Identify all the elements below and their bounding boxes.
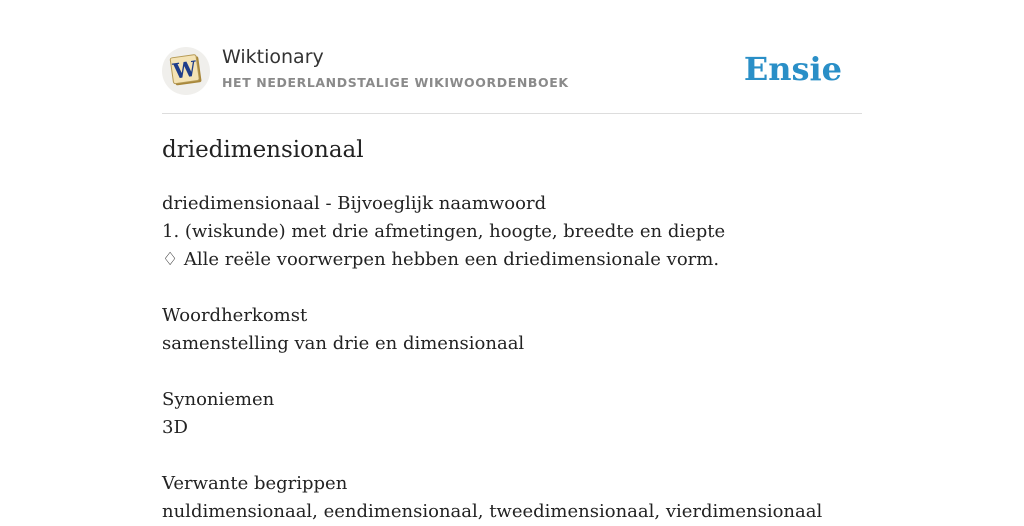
etymology-text: samenstelling van drie en dimensionaal [162, 333, 525, 354]
entry-definition: 1. (wiskunde) met drie afmetingen, hoogte, breedte en diepte [162, 221, 726, 242]
site-subtitle: HET NEDERLANDSTALIGE WIKIWOORDENBOEK [222, 75, 569, 90]
header-divider [162, 113, 862, 114]
spacer [162, 274, 862, 302]
site-header [162, 46, 862, 96]
etymology-heading: Woordherkomst [162, 305, 308, 326]
synonyms-text: 3D [162, 417, 188, 438]
site-title[interactable]: Wiktionary [222, 46, 324, 68]
page-title: driedimensionaal [162, 137, 364, 163]
entry-headline: driedimensionaal - Bijvoeglijk naamwoord [162, 193, 547, 214]
related-heading: Verwante begrippen [162, 473, 348, 494]
synonyms-heading: Synoniemen [162, 389, 275, 410]
wiktionary-logo-graphic [162, 47, 210, 95]
wiktionary-logo-icon[interactable] [162, 47, 210, 95]
ensie-brand-logo[interactable]: Ensie [743, 50, 842, 88]
spacer [162, 358, 862, 386]
svg-text:W: W [171, 55, 199, 84]
entry-example: ♢ Alle reële voorwerpen hebben een driedimensionale vorm. [162, 249, 720, 270]
entry-content [162, 190, 862, 526]
related-text: nuldimensionaal, eendimensionaal, tweedimensionaal, vierdimensionaal [162, 501, 823, 522]
spacer [162, 442, 862, 470]
